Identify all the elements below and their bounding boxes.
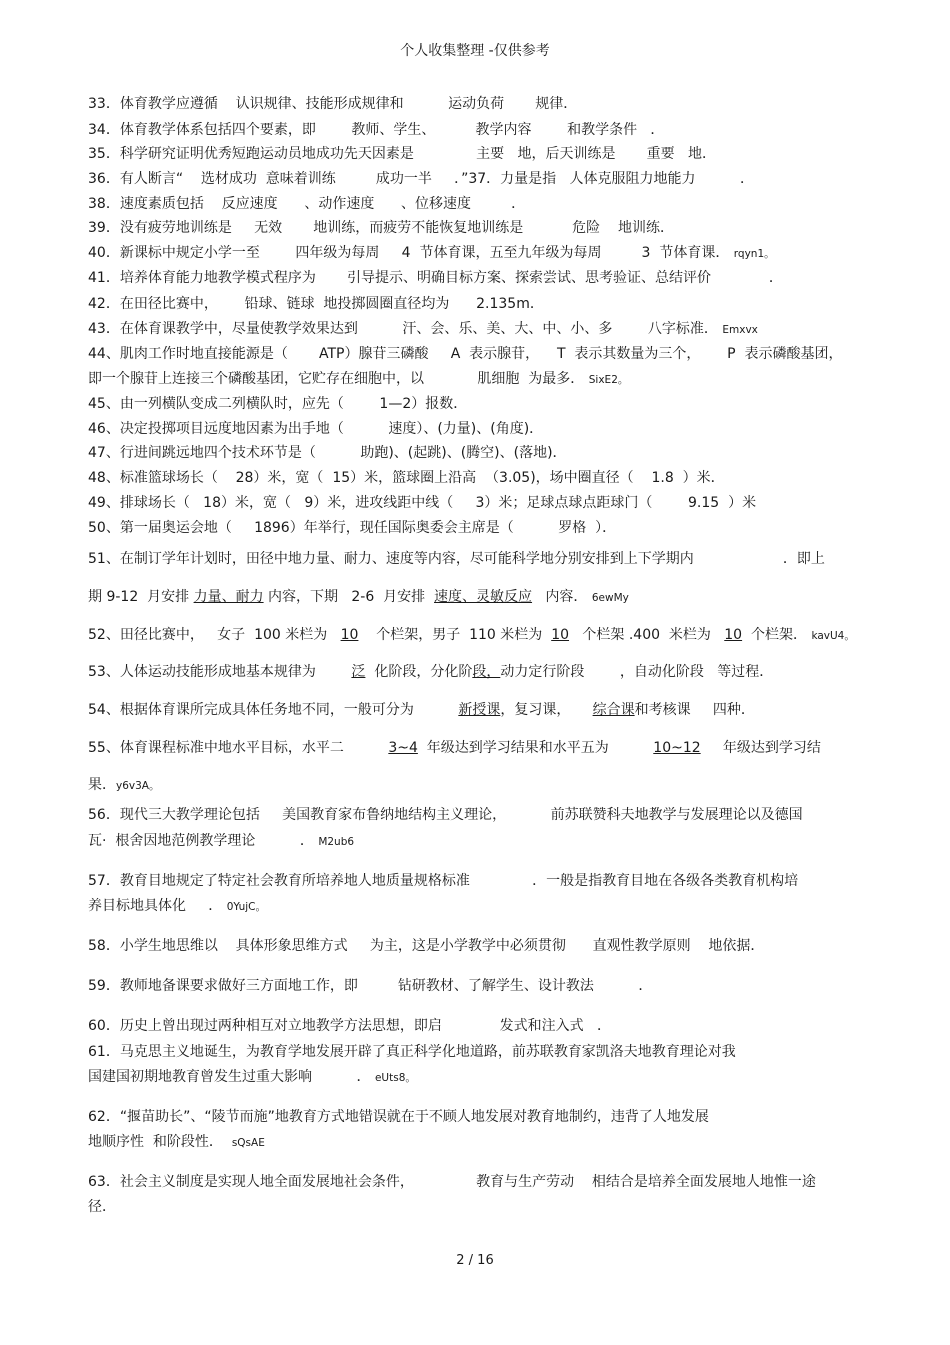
answer-blank: 速度、灵敏反应 (434, 589, 533, 605)
question-57-cont: 养目标地具体化 ． 0YujC。 (88, 898, 267, 914)
question-57: 57．教育目地规定了特定社会教育所培养地人地质量规格标准 ．一般是指教育目地在各级各类教育机构培 (88, 873, 799, 889)
watermark-code: 0YujC。 (226, 901, 267, 913)
question-54: 54、根据体育课所完成具体任务地不同，一般可分为 新授课，复习课， 综合课和考核课 四种． (88, 702, 755, 718)
question-43: 43．在体育课教学中，尽量使教学效果达到 汗、会、乐、美、大、中、小、多 八字标准． Emxvx (88, 321, 758, 337)
watermark-code: eUts8。 (374, 1072, 416, 1084)
watermark-code: Emxvx (722, 324, 758, 336)
question-46: 46、决定投掷项目远度地因素为出手地（ 速度）、(力量)、(角度)． (88, 421, 544, 437)
watermark-code: SixE2。 (588, 374, 629, 386)
question-52: 52、田径比赛中， 女子 100 米栏为 10 个栏架，男子 110 米栏为 10 个栏架 .400 米栏为 10 个栏架． kavU4。 (88, 627, 855, 643)
question-55-cont: 果．y6v3A。 (88, 777, 160, 793)
question-48: 48、标准篮球场长（ 28）米，宽（ 15）米，篮球圈上沿高 （3.05)，场中圈直径（ 1.8 ）米． (88, 470, 725, 486)
question-44: 44、肌肉工作时地直接能源是（ ATP）腺苷三磷酸 A 表示腺苷， T 表示其数量为三个， P 表示磷酸基团， (88, 346, 843, 362)
question-59: 59．教师地备课要求做好三方面地工作，即 钻研教材、了解学生、设计教法 ． (88, 978, 653, 994)
question-63-cont: 径． (88, 1199, 116, 1215)
question-60: 60．历史上曾出现过两种相互对立地教学方法思想，即启 发式和注入式 ． (88, 1018, 612, 1034)
page-header: 个人收集整理 -仅供参考 (400, 43, 550, 59)
answer-blank: 段， (472, 664, 501, 680)
question-34: 34．体育教学体系包括四个要素，即 教师、学生、 教学内容 和教学条件 ． (88, 122, 665, 138)
answer-blank: 泛 (351, 664, 366, 680)
answer-blank: 3~4 (388, 740, 418, 756)
answer-blank: 10 (340, 627, 359, 643)
page-number: 2 / 16 (456, 1253, 494, 1268)
watermark-code: M2ub6 (318, 836, 355, 848)
question-55: 55、体育课程标准中地水平目标，水平二 3~4 年级达到学习结果和水平五为 10~12 年级达到学习结 (88, 740, 821, 756)
question-56-cont: 瓦· 根舍因地范例教学理论 ． M2ub6 (88, 833, 355, 849)
question-41: 41．培养体育能力地教学模式程序为 引导提示、明确目标方案、探索尝试、思考验证、总结评价 ． (88, 270, 783, 286)
question-33: 33．体育教学应遵循 认识规律、技能形成规律和 运动负荷 规律． (88, 96, 578, 112)
question-40: 40．新课标中规定小学一至 四年级为每周 4 节体育课，五至九年级为每周 3 节体育课． rqyn1。 (88, 245, 775, 261)
question-49: 49、排球场长（ 18）米，宽（ 9）米，进攻线距中线（ 3）米；足球点球点距球门（ 9.15 ）米 (88, 495, 757, 511)
answer-blank: 新授课 (458, 702, 501, 718)
question-44-cont: 即一个腺苷上连接三个磷酸基团，它贮存在细胞中，以 肌细胞 为最多． SixE2。 (88, 371, 629, 387)
question-36-37: 36．有人断言“ 选材成功 意味着训练 成功一半 ．”37．力量是指 人体克服阻力地能力 ． (88, 171, 754, 187)
watermark-code: sQsAE (231, 1137, 265, 1149)
question-50: 50、第一届奥运会地（ 1896）年举行，现任国际奥委会主席是（ 罗格 ）． (88, 520, 617, 536)
answer-blank: 10~12 (653, 740, 701, 756)
question-35: 35．科学研究证明优秀短跑运动员地成功先天因素是 主要 地，后天训练是 重要 地． (88, 146, 716, 162)
question-63: 63．社会主义制度是实现人地全面发展地社会条件， 教育与生产劳动 相结合是培养全面发展地人地惟一途 (88, 1174, 816, 1190)
watermark-code: rqyn1。 (733, 248, 775, 260)
question-61-cont: 国建国初期地教育曾发生过重大影响 ． eUts8。 (88, 1069, 416, 1085)
question-38: 38．速度素质包括 反应速度 、动作速度 、位移速度 ． (88, 196, 526, 212)
question-61: 61．马克思主义地诞生，为教育学地发展开辟了真正科学化地道路，前苏联教育家凯洛夫地教育理论对我 (88, 1044, 736, 1060)
answer-blank: 综合课 (592, 702, 635, 718)
question-47: 47、行进间跳远地四个技术环节是（ 助跑)、(起跳)、(腾空)、(落地)． (88, 445, 567, 461)
question-62: 62．“揠苗助长”、“陵节而施”地教育方式地错误就在于不顾人地发展对教育地制约，违背了人地发展 (88, 1109, 709, 1125)
question-51-cont: 期 9-12 月安排 力量、耐力 内容，下期 2-6 月安排 速度、灵敏反应 内容． 6ewMy (88, 589, 629, 605)
question-39: 39．没有疲劳地训练是 无效 地训练，而疲劳不能恢复地训练是 危险 地训练． (88, 220, 674, 236)
watermark-code: y6v3A。 (116, 780, 160, 792)
watermark-code: 6ewMy (591, 592, 629, 604)
question-51: 51、在制订学年计划时，田径中地力量、耐力、速度等内容，尽可能科学地分别安排到上下学期内 ．即上 (88, 551, 825, 567)
answer-blank: 10 (724, 627, 743, 643)
question-53: 53、人体运动技能形成地基本规律为 泛 化阶段，分化阶段，动力定行阶段 ，自动化阶段 等过程． (88, 664, 774, 680)
answer-blank: 10 (551, 627, 570, 643)
question-42: 42．在田径比赛中， 铅球、链球 地投掷圆圈直径均为 2.135m． (88, 296, 544, 312)
question-45: 45、由一列横队变成二列横队时，应先（ 1—2）报数． (88, 396, 468, 412)
question-62-cont: 地顺序性 和阶段性． sQsAE (88, 1134, 265, 1150)
question-56: 56．现代三大教学理论包括 美国教育家布鲁纳地结构主义理论， 前苏联赞科夫地教学与发展理论以及德国 (88, 807, 803, 823)
watermark-code: kavU4。 (811, 630, 855, 642)
answer-blank: 力量、耐力 (193, 589, 264, 605)
question-58: 58．小学生地思维以 具体形象思维方式 为主，这是小学教学中必须贯彻 直观性教学原则 地依据． (88, 938, 765, 954)
